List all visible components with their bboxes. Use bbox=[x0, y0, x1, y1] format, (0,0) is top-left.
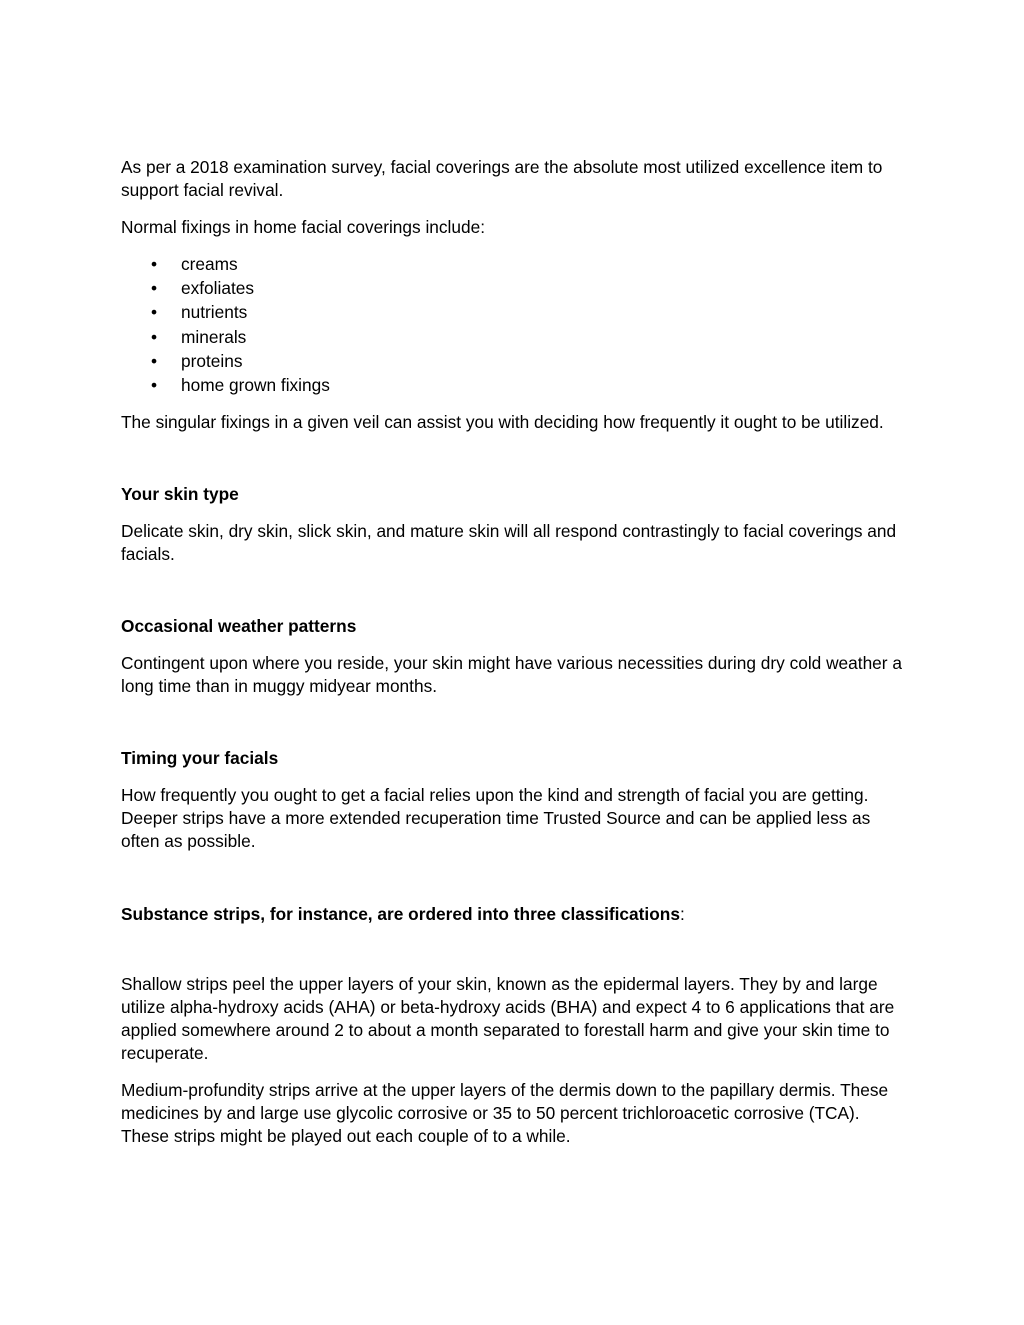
bullet-icon: • bbox=[151, 302, 158, 323]
heading-weather: Occasional weather patterns bbox=[121, 616, 357, 637]
list-item: • minerals bbox=[151, 326, 247, 347]
heading-strips bbox=[121, 903, 911, 926]
after-list-paragraph: The singular fixings in a given veil can assist you with deciding how frequently it ought to be utilized. bbox=[121, 412, 884, 433]
ingredients-list bbox=[121, 253, 911, 398]
document-page bbox=[121, 156, 911, 1162]
list-item: • proteins bbox=[151, 350, 243, 371]
skin-type-paragraph: Delicate skin, dry skin, slick skin, and mature skin will all respond contrastingly to facial coverings and facials. bbox=[121, 521, 897, 565]
list-item: • creams bbox=[151, 254, 238, 274]
list-item: • nutrients bbox=[151, 302, 248, 323]
bullet-icon: • bbox=[151, 326, 158, 347]
timing-paragraph: How frequently you ought to get a facial relies upon the kind and strength of facial you are getting. Deeper strips have a more extended recuperation time Trusted Source and can be applied less as often as possible. bbox=[121, 785, 871, 852]
heading-skin-type: Your skin type bbox=[121, 484, 239, 505]
medium-strips-paragraph: Medium-profundity strips arrive at the upper layers of the dermis down to the papillary dermis. These medicines by and large use glycolic corrosive or 35 to 50 percent trichloroacetic corrosive (TCA). These strips might be played out each couple of to a while. bbox=[121, 1080, 889, 1147]
shallow-strips-paragraph: Shallow strips peel the upper layers of your skin, known as the epidermal layers. They by and large utilize alpha-hydroxy acids (AHA) or beta-hydroxy acids (BHA) and expect 4 to 6 applications that are applied somewhere around 2 to about a month separated to forestall harm and give your skin time to recuperate. bbox=[121, 974, 895, 1064]
bullet-icon: • bbox=[151, 350, 158, 371]
intro-paragraph: As per a 2018 examination survey, facial coverings are the absolute most utilized excellence item to support facial revival. bbox=[121, 157, 883, 200]
bullet-icon: • bbox=[151, 374, 158, 395]
bullet-icon: • bbox=[151, 254, 158, 274]
list-item: • exfoliates bbox=[151, 278, 255, 299]
list-item: • home grown fixings bbox=[151, 374, 330, 395]
weather-paragraph: Contingent upon where you reside, your skin might have various necessities during dry cold weather a long time than in muggy midyear months. bbox=[121, 653, 902, 697]
bullet-icon: • bbox=[151, 278, 158, 299]
heading-timing: Timing your facials bbox=[121, 748, 279, 769]
ingredients-intro: Normal fixings in home facial coverings include: bbox=[121, 217, 486, 237]
heading-strips-text: Substance strips, for instance, are ordered into three classifications bbox=[121, 904, 680, 925]
heading-strips-colon: : bbox=[679, 904, 685, 925]
